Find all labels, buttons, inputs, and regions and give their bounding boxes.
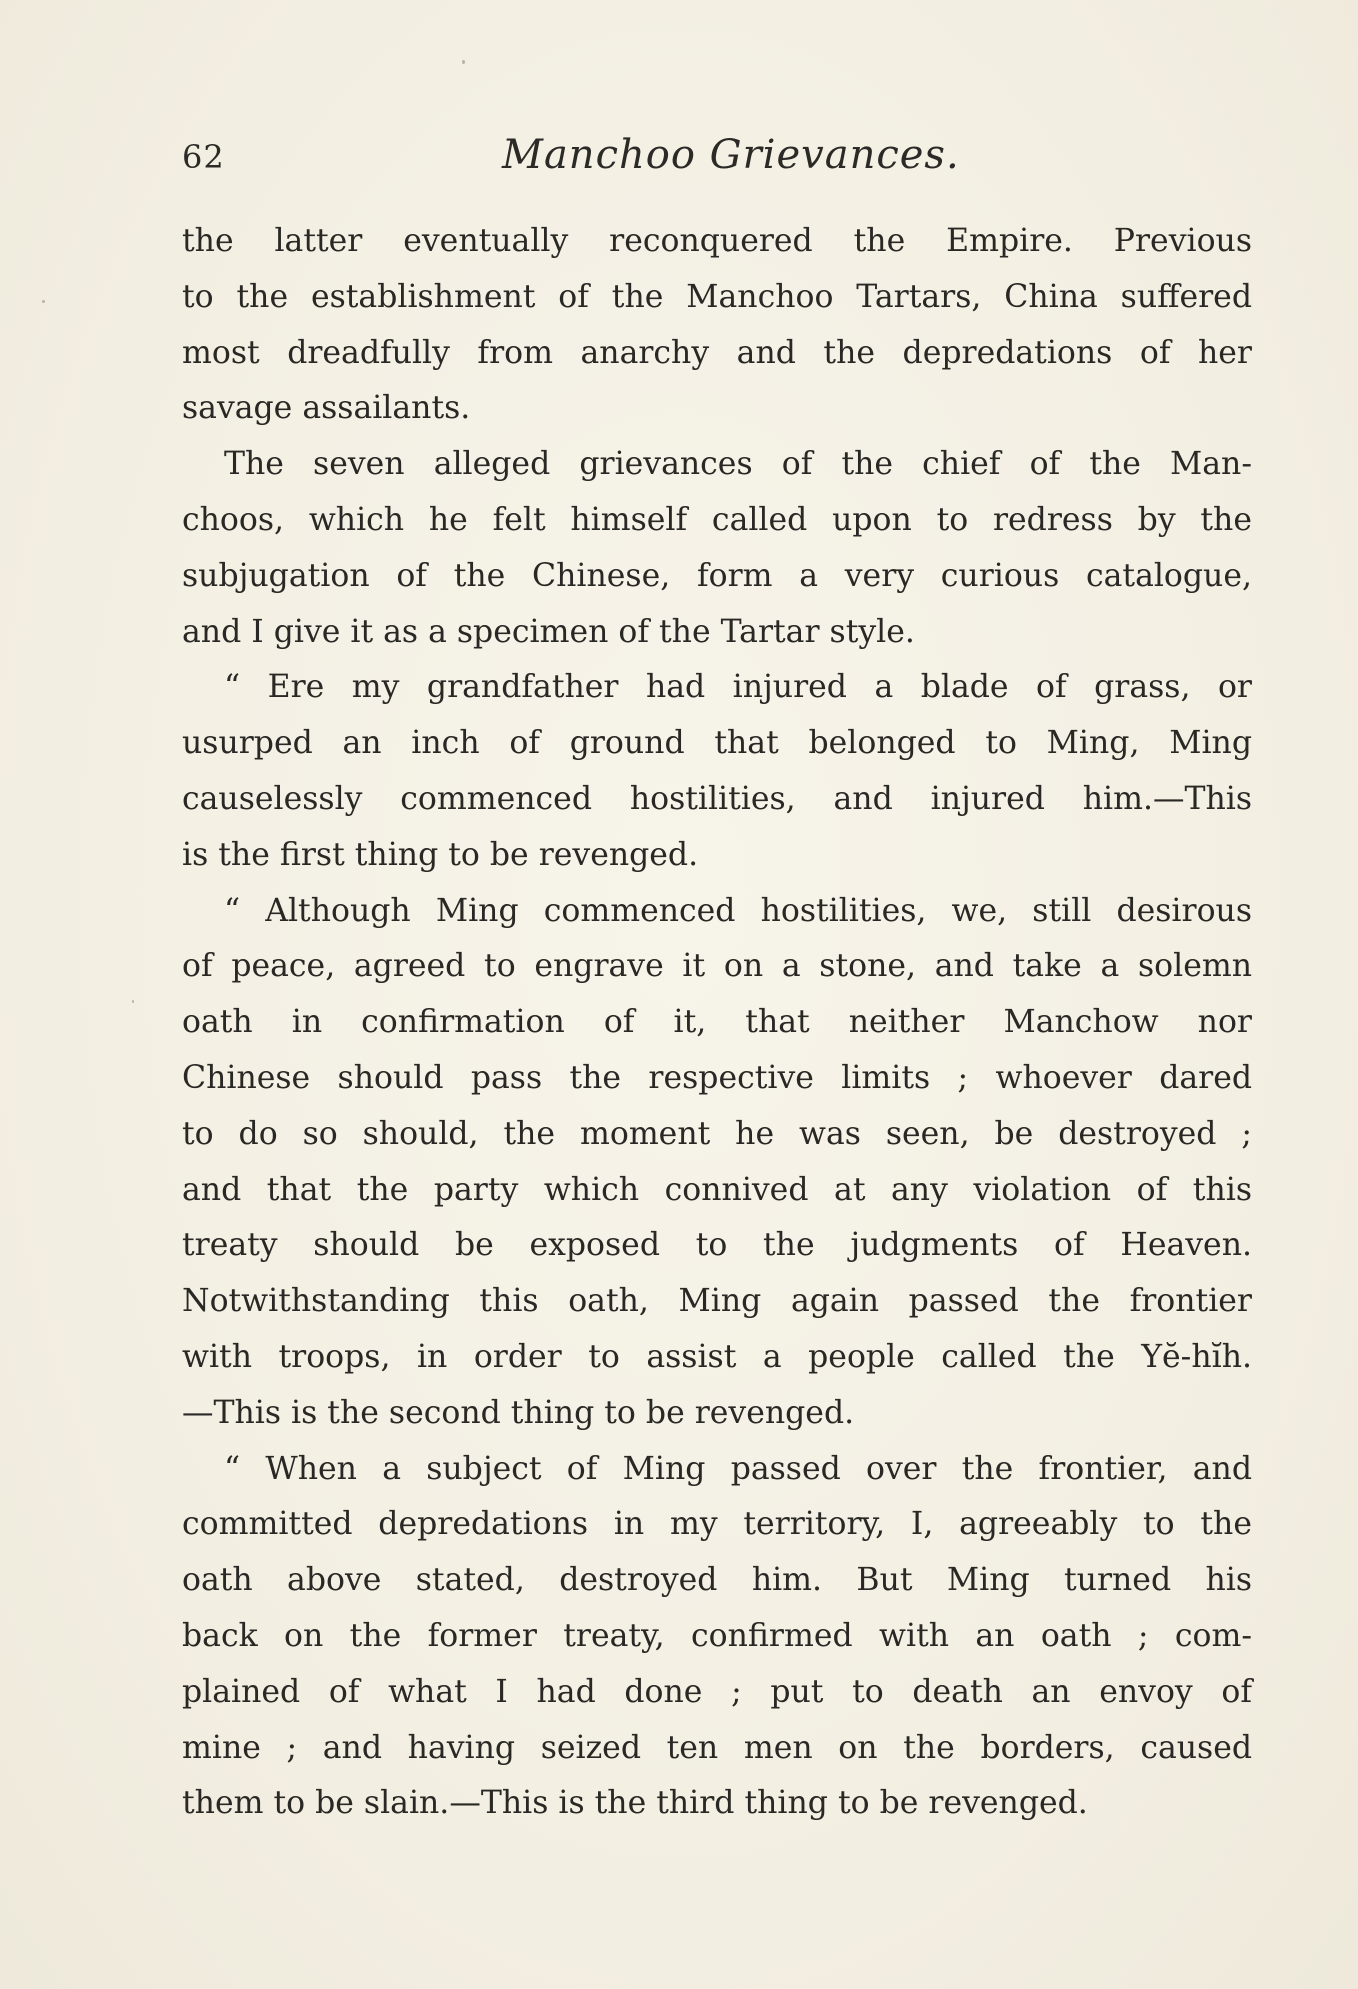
text-line: “ Ere my grandfather had injured a blade of grass, or xyxy=(224,669,1252,706)
text-line: plained of what I had done ; put to death an envoy of xyxy=(182,1673,1252,1710)
text-line: and that the party which connived at any violation of this xyxy=(182,1171,1252,1208)
paper-speck xyxy=(42,300,45,303)
text-line: is the first thing to be revenged. xyxy=(182,836,699,873)
text-line: “ When a subject of Ming passed over the frontier, and xyxy=(224,1450,1252,1487)
running-header xyxy=(182,132,1267,192)
text-line: savage assailants. xyxy=(182,390,471,427)
text-line: with troops, in order to assist a people called the Yĕ-hĭh. xyxy=(182,1338,1252,1375)
text-line: choos, which he felt himself called upon to redress by the xyxy=(182,501,1252,538)
text-line: back on the former treaty, confirmed with an oath ; com- xyxy=(182,1617,1252,1654)
text-line: usurped an inch of ground that belonged to Ming, Ming xyxy=(182,725,1252,762)
text-line: and I give it as a specimen of the Tartar style. xyxy=(182,613,915,650)
text-line: oath above stated, destroyed him. But Ming turned his xyxy=(182,1562,1252,1599)
text-line: mine ; and having seized ten men on the borders, caused xyxy=(182,1729,1252,1766)
paragraph-1 xyxy=(182,214,1252,437)
text-line: the latter eventually reconquered the Empire. Previous xyxy=(182,223,1252,259)
text-line: them to be slain.—This is the third thing to be revenged. xyxy=(182,1785,1088,1822)
text-line: Chinese should pass the respective limits ; whoever dared xyxy=(182,1059,1252,1096)
text-line: to do so should, the moment he was seen, be destroyed ; xyxy=(182,1115,1252,1152)
paragraph-2 xyxy=(182,437,1252,660)
text-line: oath in confirmation of it, that neither Manchow nor xyxy=(182,1004,1252,1041)
text-line: to the establishment of the Manchoo Tartars, China suffered xyxy=(182,278,1252,315)
paper-speck xyxy=(132,1000,134,1003)
text-line: Notwithstanding this oath, Ming again passed the frontier xyxy=(182,1283,1252,1320)
paragraph-4 xyxy=(182,884,1252,1442)
paragraph-3 xyxy=(182,660,1252,883)
page-number: 62 xyxy=(182,138,225,176)
text-line: treaty should be exposed to the judgments of Heaven. xyxy=(182,1227,1252,1264)
text-line: of peace, agreed to engrave it on a stone, and take a solemn xyxy=(182,948,1252,985)
running-title: Manchoo Grievances. xyxy=(502,132,960,178)
text-line: The seven alleged grievances of the chief of the Man- xyxy=(224,446,1252,483)
text-line: causelessly commenced hostilities, and injured him.—This xyxy=(182,780,1252,817)
body-text xyxy=(182,214,1252,1832)
text-line: committed depredations in my territory, I, agreeably to the xyxy=(182,1506,1252,1543)
text-line: most dreadfully from anarchy and the depredations of her xyxy=(182,334,1252,371)
paper-speck xyxy=(462,60,465,64)
text-line: subjugation of the Chinese, form a very curious catalogue, xyxy=(182,557,1252,594)
text-line: —This is the second thing to be revenged. xyxy=(182,1394,855,1431)
text-line: “ Although Ming commenced hostilities, we, still desirous xyxy=(224,892,1252,929)
paragraph-5 xyxy=(182,1442,1252,1833)
